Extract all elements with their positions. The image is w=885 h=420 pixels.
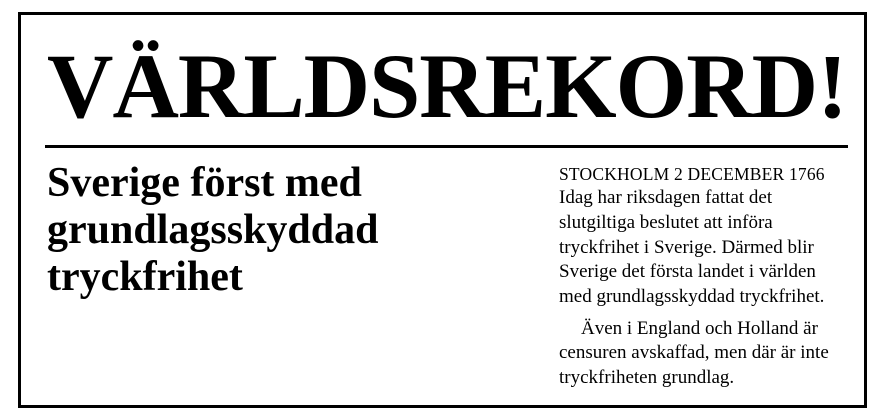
article-border <box>18 12 867 408</box>
body-paragraph-1: Idag har riksdagen fattat det slutgiltiga beslutet att införa tryckfrihet i Sverige. Därmed blir Sverige det första landet i världen med grundlagsskyddad tryckfrihet. <box>559 187 825 307</box>
article-content <box>21 15 864 405</box>
main-headline: VÄRLDSREKORD! <box>47 35 847 137</box>
subheadline <box>47 160 543 301</box>
body-paragraph-2: Även i England och Holland är censuren avskaffad, men där är inte tryckfriheten grundlag. <box>559 317 829 388</box>
subheadline-line-3: tryckfrihet <box>47 254 243 301</box>
dateline: STOCKHOLM 2 DECEMBER 1766 <box>559 164 825 185</box>
body-text-column <box>543 160 850 391</box>
subheadline-line-2: grundlagsskyddad <box>47 207 379 254</box>
subheadline-column <box>43 160 543 301</box>
article-columns <box>43 160 850 391</box>
horizontal-rule <box>45 145 848 148</box>
subheadline-line-1: Sverige först med <box>47 160 362 207</box>
